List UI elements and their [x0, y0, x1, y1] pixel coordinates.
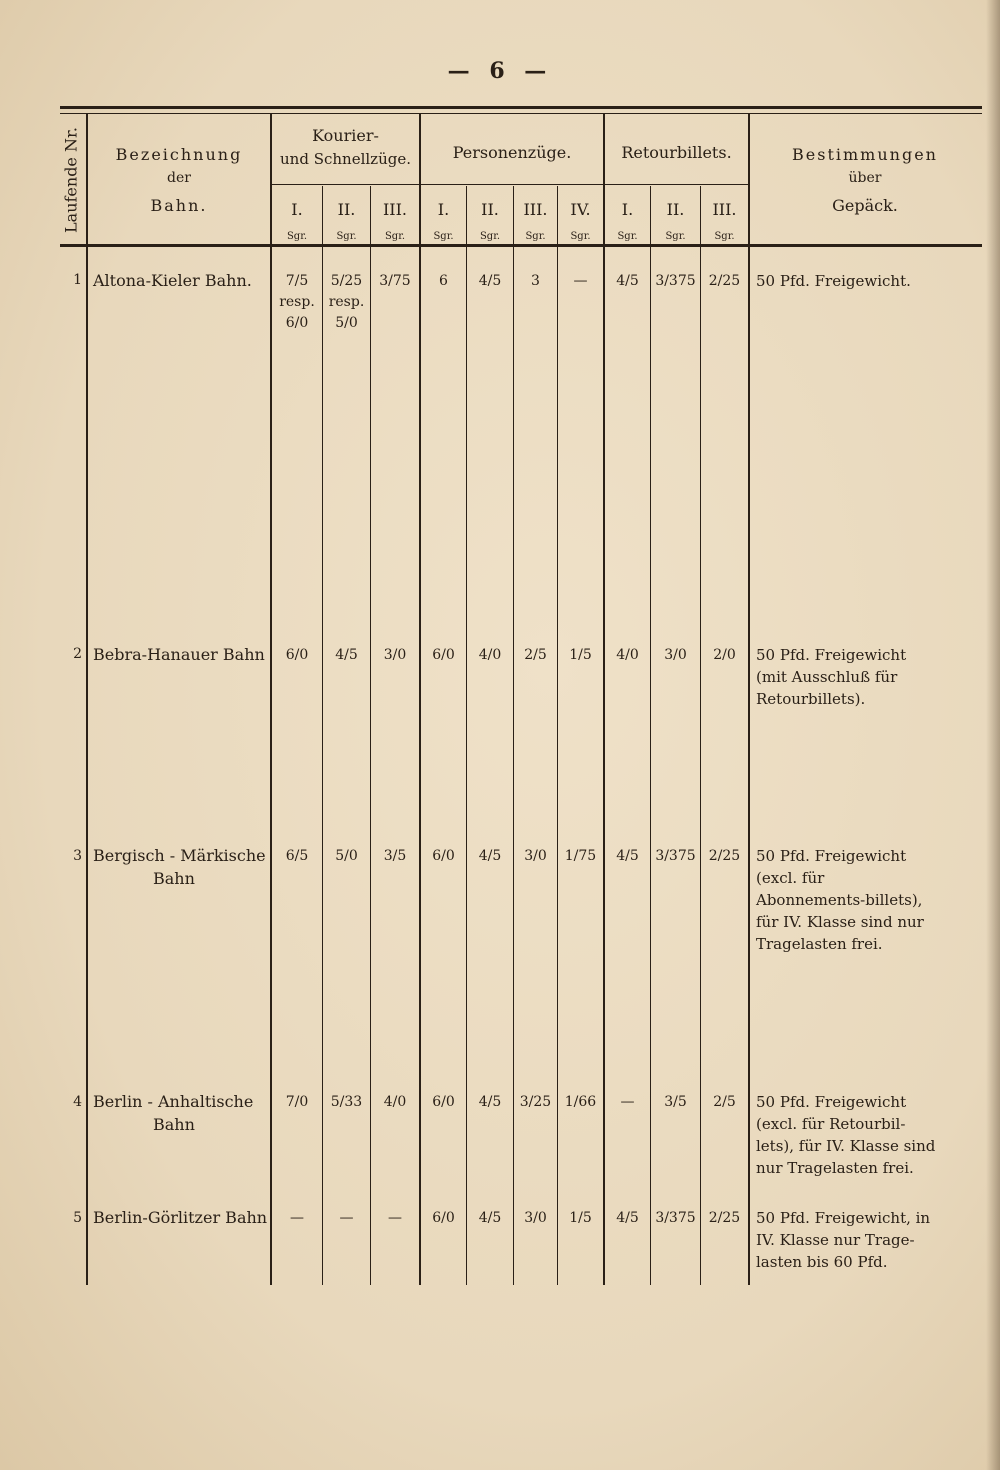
cell-k3: —	[388, 1210, 402, 1226]
header-kourier-line2: und Schnellzüge.	[280, 150, 411, 168]
row-number: 2	[73, 646, 82, 662]
row-number: 1	[73, 272, 82, 288]
row-name: Bebra-Hanauer Bahn	[93, 645, 265, 664]
cell-k1-resp: resp.	[279, 294, 315, 310]
class-r2: II.	[666, 200, 685, 219]
cell-k1: 7/5	[285, 273, 309, 289]
row-note: 50 Pfd. Freigewicht (excl. für Retourbil-lets), für IV. Klasse sind nur Tragelasten frei.	[756, 1093, 936, 1177]
col-line	[748, 113, 750, 1285]
header-retour: Retourbillets.	[621, 143, 732, 162]
class-p4: IV.	[570, 200, 591, 219]
cell-r2: 3/5	[664, 1094, 687, 1110]
cell-k3: 4/0	[383, 1094, 407, 1110]
row-name: Bergisch - Märkische	[93, 846, 266, 865]
cell-k2: 4/5	[335, 647, 358, 663]
class-p2: II.	[481, 200, 499, 219]
row-note: 50 Pfd. Freigewicht (mit Ausschluß für Retourbillets).	[756, 646, 907, 708]
cell-p3: 3/0	[524, 1210, 547, 1226]
cell-p3: 2/5	[524, 647, 547, 663]
header-name-line3: Bahn.	[150, 196, 208, 215]
cell-p1: 6/0	[432, 1210, 455, 1226]
cell-p4: 1/5	[569, 1210, 592, 1226]
cell-k2: 5/25	[330, 273, 363, 289]
cell-r1: 4/5	[616, 273, 639, 289]
cell-p2: 4/0	[478, 647, 502, 663]
col-line	[322, 186, 323, 1285]
col-line	[86, 113, 88, 1285]
col-line	[370, 186, 371, 1285]
unit-label: Sgr.	[384, 231, 406, 242]
header-bestimm-line3: Gepäck.	[832, 196, 898, 215]
cell-r2: 3/0	[664, 647, 687, 663]
cell-r1: 4/5	[616, 848, 639, 864]
cell-r1: 4/5	[616, 1210, 639, 1226]
unit-label: Sgr.	[570, 231, 591, 242]
row-number: 3	[73, 848, 82, 864]
col-line	[650, 186, 651, 1285]
unit-label: Sgr.	[479, 231, 501, 242]
cell-k2: 5/33	[330, 1094, 363, 1110]
cell-k3: 3/75	[379, 273, 411, 289]
cell-k2: 5/0	[335, 848, 358, 864]
cell-k3: 3/5	[383, 848, 407, 864]
class-k2: II.	[337, 200, 356, 219]
cell-r2: 3/375	[655, 1210, 696, 1226]
top-rule-thick	[60, 106, 982, 109]
cell-p1: 6/0	[432, 1094, 455, 1110]
col-line	[557, 186, 558, 1285]
header-bottom-rule	[60, 244, 982, 247]
row-note: 50 Pfd. Freigewicht.	[756, 272, 911, 290]
cell-p2: 4/5	[478, 1094, 502, 1110]
unit-label: Sgr.	[617, 231, 638, 242]
header-bestimm-line2: über	[848, 170, 882, 186]
cell-k2: —	[339, 1210, 354, 1226]
unit-label: Sgr.	[525, 231, 546, 242]
cell-k2-alt: 5/0	[335, 315, 358, 331]
class-k1: I.	[291, 200, 303, 219]
cell-p4: 1/75	[564, 848, 597, 864]
unit-label: Sgr.	[714, 231, 735, 242]
top-rule-thin	[60, 113, 982, 114]
header-personen: Personenzüge.	[452, 143, 572, 162]
cell-k1: —	[290, 1210, 304, 1226]
cell-r1: —	[620, 1094, 635, 1110]
cell-r2: 3/375	[655, 848, 696, 864]
row-number: 5	[73, 1210, 82, 1226]
header-kourier-line1: Kourier-	[312, 126, 379, 145]
class-r1: I.	[621, 200, 634, 219]
row-name-cont: Bahn	[153, 869, 195, 888]
row-name: Altona-Kieler Bahn.	[93, 271, 252, 290]
cell-k1-alt: 6/0	[285, 315, 309, 331]
col-line	[466, 186, 467, 1285]
class-r3: III.	[712, 200, 737, 219]
header-row-number: Laufende Nr.	[61, 127, 81, 233]
cell-p4: —	[573, 273, 588, 289]
row-name-cont: Bahn	[153, 1115, 195, 1134]
cell-k1: 6/5	[285, 848, 309, 864]
subheader-rule	[272, 184, 748, 185]
cell-r3: 2/25	[708, 848, 741, 864]
cell-k1: 7/0	[285, 1094, 309, 1110]
cell-p2: 4/5	[478, 848, 502, 864]
cell-p3: 3	[531, 273, 540, 289]
row-note: 50 Pfd. Freigewicht (excl. für Abonnements-billets), für IV. Klasse sind nur Tragelasten frei.	[756, 847, 924, 953]
col-line	[513, 186, 514, 1285]
row-note: 50 Pfd. Freigewicht, in IV. Klasse nur Trage-lasten bis 60 Pfd.	[756, 1209, 931, 1271]
unit-label: Sgr.	[336, 231, 357, 242]
cell-r2: 3/375	[655, 273, 696, 289]
cell-p4: 1/5	[569, 647, 592, 663]
cell-p2: 4/5	[478, 273, 502, 289]
cell-r3: 2/5	[713, 1094, 736, 1110]
cell-r3: 2/25	[708, 1210, 741, 1226]
row-number: 4	[73, 1094, 82, 1110]
header-bestimm-line1: Bestimmungen	[792, 145, 938, 164]
row-name: Berlin - Anhaltische	[93, 1092, 254, 1111]
header-name-line2: der	[167, 170, 191, 186]
class-p3: III.	[523, 200, 548, 219]
cell-r3: 2/0	[713, 647, 736, 663]
cell-p1: 6	[439, 273, 448, 289]
cell-k2-resp: resp.	[328, 294, 365, 310]
cell-p3: 3/0	[524, 848, 547, 864]
cell-p1: 6/0	[432, 647, 455, 663]
cell-p4: 1/66	[564, 1094, 597, 1110]
class-k3: III.	[382, 200, 408, 219]
cell-k3: 3/0	[383, 647, 407, 663]
unit-label: Sgr.	[665, 231, 686, 242]
header-name-line1: Bezeichnung	[115, 145, 243, 164]
class-p1: I.	[437, 200, 450, 219]
cell-r3: 2/25	[708, 273, 741, 289]
cell-p2: 4/5	[478, 1210, 502, 1226]
row-name: Berlin-Görlitzer Bahn	[93, 1208, 268, 1227]
unit-label: Sgr.	[286, 231, 308, 242]
cell-p1: 6/0	[432, 848, 455, 864]
unit-label: Sgr.	[433, 231, 454, 242]
cell-r1: 4/0	[616, 647, 639, 663]
cell-k1: 6/0	[285, 647, 309, 663]
cell-p3: 3/25	[519, 1094, 552, 1110]
page-number: — 6 —	[447, 58, 553, 84]
page-edge-shadow	[986, 0, 1000, 1470]
col-line	[700, 186, 701, 1285]
